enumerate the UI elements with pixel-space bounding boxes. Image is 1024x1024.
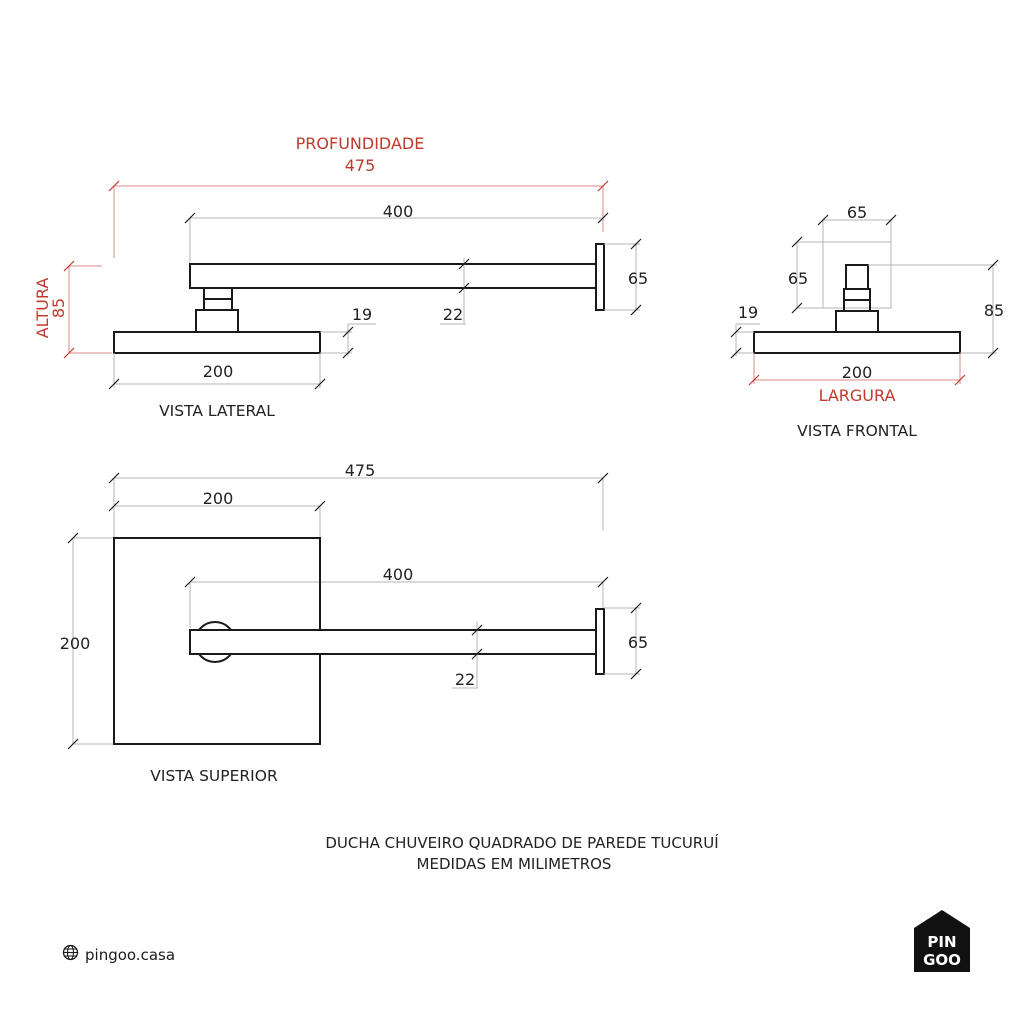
logo-text-bottom: GOO [923,951,961,969]
plate-thickness-dimension [320,305,376,358]
top-arm-length-value: 400 [382,565,414,584]
caption-line-1: DUCHA CHUVEIRO QUADRADO DE PAREDE TUCURUÍ [325,834,719,852]
globe-icon [62,944,79,965]
front-width-value: 200 [841,363,873,382]
top-view [60,461,648,785]
head-width-dimension [109,353,325,389]
arm-thickness-dimension [440,258,469,324]
top-arm-length-dimension [185,565,608,628]
depth-value: 475 [344,156,376,175]
pingoo-logo [914,910,970,972]
top-arm-thickness-value: 22 [454,670,476,689]
arm [190,264,596,288]
front-height-dimension [868,260,1004,358]
side-view-title: VISTA LATERAL [159,402,275,420]
caption-line-2: MEDIDAS EM MILIMETROS [416,855,612,873]
shower-head [754,332,960,353]
connector-width-dimension [818,203,896,242]
plate-thickness-value: 19 [351,305,373,324]
height-value: 85 [49,297,68,319]
top-head-depth-dimension [60,533,114,749]
depth-dimension [109,134,608,258]
website-text: pingoo.casa [85,945,176,964]
top-total-length-value: 475 [344,461,376,480]
side-view [33,134,648,420]
height-label: ALTURA [33,277,52,339]
shower-side-outline [114,244,604,353]
website-link[interactable] [62,944,175,965]
logo-text-top: PIN [927,933,957,951]
top-head-width-dimension [109,489,325,538]
top-flange-height-value: 65 [627,633,649,652]
front-width-dimension [749,353,965,405]
caption [325,833,718,873]
head-width-value: 200 [202,362,234,381]
arm-section [846,265,868,289]
connector-width-value: 65 [846,203,868,222]
front-plate-thickness-value: 19 [737,303,759,322]
depth-label: PROFUNDIDADE [295,134,425,153]
wall-flange [596,244,604,310]
shower-front-outline [754,265,960,353]
front-view [731,203,1004,440]
shower-head [114,332,320,353]
top-head-width-value: 200 [202,489,234,508]
top-view-title: VISTA SUPERIOR [150,767,278,785]
top-head-depth-value: 200 [59,634,91,653]
arm-length-dimension [185,202,608,262]
shower-top-outline [114,538,604,744]
arm-length-value: 400 [382,202,414,221]
arm-thickness-value: 22 [442,305,464,324]
front-plate-thickness-dimension [731,303,760,358]
connector-envelope [823,242,891,308]
flange-height-dimension [604,239,648,315]
front-width-label: LARGURA [818,386,896,405]
connector-base [836,311,878,332]
height-dimension [33,261,112,358]
front-height-value: 85 [983,301,1005,320]
connector-base [196,310,238,332]
connector-height-dimension [788,237,823,313]
arm [190,630,596,654]
connector-height-value: 65 [787,269,809,288]
flange-height-value: 65 [627,269,649,288]
wall-flange [596,609,604,674]
top-total-length-dimension [109,461,608,538]
top-flange-height-dimension [604,603,648,679]
front-view-title: VISTA FRONTAL [797,422,917,440]
